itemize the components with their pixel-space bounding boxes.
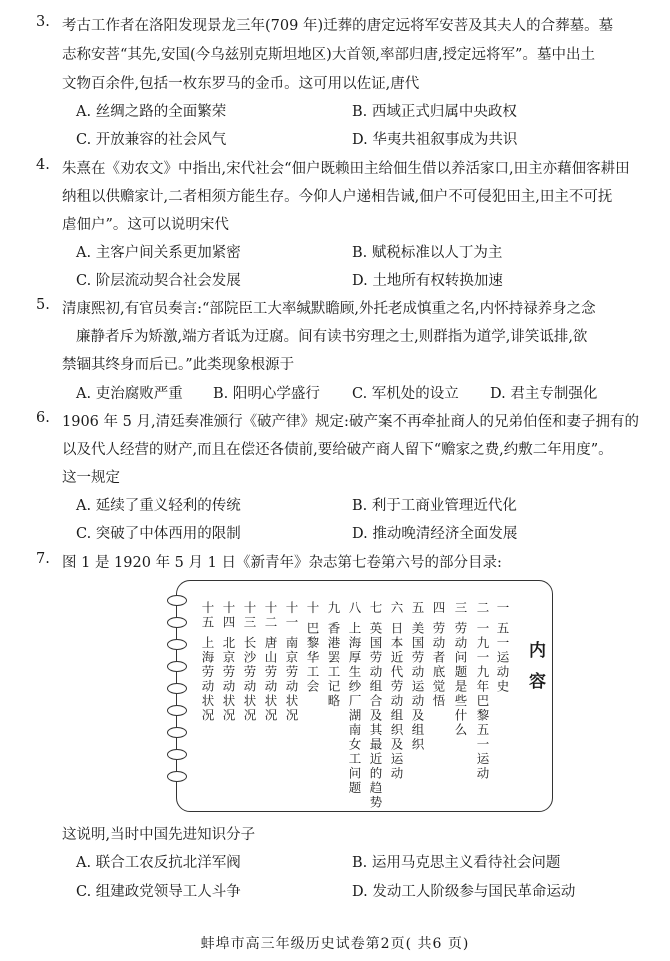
toc-entry-index: 十二 — [263, 601, 278, 630]
toc-entry — [284, 601, 298, 723]
toc-entry-text: 上海劳动状况 — [200, 635, 215, 723]
toc-entry-index: 九 — [326, 601, 341, 616]
toc-entry-text: 英国劳动组合及其最近的趋势 — [368, 621, 383, 810]
question-text-line: 1906 年 5 月,清廷奏准颁行《破产律》规定:破产案不再牵扯商人的兄弟伯侄和妻子拥有的 — [62, 414, 639, 430]
page-footer: 蚌埠市高三年级历史试卷第2页( 共6 页) — [200, 936, 470, 952]
question-text-line: 虐佃户”。这可以说明宋代 — [62, 217, 229, 233]
toc-entry-text: 上海厚生纱厂湖南女工问题 — [347, 621, 362, 796]
binder-ring-icon — [167, 727, 187, 738]
option-d[interactable]: D. 华夷共祖叙事成为共识 — [352, 132, 518, 148]
toc-entry-index: 三 — [453, 601, 468, 616]
question-text-line: 文物百余件,包括一枚东罗马的金币。这可用以佐证,唐代 — [62, 76, 420, 92]
toc-entry-text: 南京劳动状况 — [284, 635, 299, 723]
option-d[interactable]: D. 发动工人阶级参与国民革命运动 — [352, 884, 576, 900]
option-b[interactable]: B. 西域正式归属中央政权 — [352, 104, 517, 120]
question-text-line: 考古工作者在洛阳发现景龙三年(709 年)迁葬的唐定远将军安菩及其夫人的合葬墓。墓 — [62, 18, 614, 34]
binder-ring-icon — [167, 683, 187, 694]
option-c[interactable]: C. 开放兼容的社会风气 — [76, 132, 227, 148]
option-b[interactable]: B. 运用马克思主义看待社会问题 — [352, 855, 561, 871]
question-text-line: 志称安菩“其先,安国(今乌兹别克斯坦地区)大首领,率部归唐,授定远将军”。墓中出土 — [62, 47, 595, 63]
toc-notebook-figure — [176, 580, 553, 812]
option-c[interactable]: C. 军机处的设立 — [352, 386, 459, 402]
question-number: 6. — [36, 410, 50, 426]
binder-ring-icon — [167, 617, 187, 628]
toc-entry-text: 日本近代劳动组织及运动 — [389, 621, 404, 781]
question-text-line: 图 1 是 1920 年 5 月 1 日《新青年》杂志第七卷第六号的部分目录: — [62, 555, 502, 571]
option-d[interactable]: D. 君主专制强化 — [490, 386, 598, 402]
toc-entry — [495, 601, 509, 694]
binder-ring-icon — [167, 639, 187, 650]
option-c[interactable]: C. 突破了中体西用的限制 — [76, 526, 241, 542]
option-b[interactable]: B. 利于工商业管理近代化 — [352, 498, 517, 514]
toc-entry-text: 五一运动史 — [495, 621, 510, 694]
binder-ring-icon — [167, 661, 187, 672]
toc-entry — [326, 601, 340, 708]
toc-entry-index: 十五 — [200, 601, 215, 630]
question-text-line: 廉静者斥为矫激,端方者诋为迂腐。间有读书穷理之士,则群指为道学,诽笑诋排,欲 — [76, 329, 588, 345]
question-text-line: 这说明,当时中国先进知识分子 — [62, 827, 256, 843]
toc-entry — [431, 601, 445, 708]
toc-entry-index: 十三 — [242, 601, 257, 630]
toc-entry-index: 一 — [495, 601, 510, 616]
binder-ring-icon — [167, 595, 187, 606]
option-b[interactable]: B. 赋税标准以人丁为主 — [352, 245, 503, 261]
toc-entry — [221, 601, 235, 723]
toc-entry — [410, 601, 424, 752]
toc-entry — [389, 601, 403, 781]
toc-entry-index: 五 — [410, 601, 425, 616]
question-text-line: 这一规定 — [62, 470, 120, 486]
question-number: 7. — [36, 551, 50, 567]
toc-entry-text: 长沙劳动状况 — [242, 635, 257, 723]
question-number: 4. — [36, 157, 50, 173]
option-a[interactable]: A. 主客户间关系更加紧密 — [76, 245, 241, 261]
toc-entry-text: 香港罢工记略 — [326, 621, 341, 709]
toc-entry-text: 巴黎华工会 — [305, 621, 320, 694]
question-text-line: 禁锢其终身而后已。”此类现象根源于 — [62, 357, 295, 373]
toc-entry-index: 十四 — [221, 601, 236, 630]
toc-entry-index: 四 — [431, 601, 446, 616]
toc-entry-text: 美国劳动运动及组织 — [410, 621, 425, 752]
toc-entry — [475, 601, 489, 781]
option-d[interactable]: D. 土地所有权转换加速 — [352, 273, 503, 289]
binder-ring-icon — [167, 749, 187, 760]
toc-entry-index: 六 — [389, 601, 404, 616]
option-c[interactable]: C. 阶层流动契合社会发展 — [76, 273, 241, 289]
question-text-line: 朱熹在《劝农文》中指出,宋代社会“佃户既赖田主给佃生借以养活家口,田主亦藉佃客耕田 — [62, 161, 630, 177]
toc-entry — [453, 601, 467, 737]
option-a[interactable]: A. 吏治腐败严重 — [76, 386, 183, 402]
question-text-line: 纳租以供赡家计,二者相须方能生存。今仰人户递相告诫,佃户不可侵犯田主,田主不可抚 — [62, 189, 613, 205]
toc-entry-index: 十 — [305, 601, 320, 616]
question-number: 3. — [36, 14, 50, 30]
toc-entry-text: 一九一九年巴黎五一运动 — [475, 621, 490, 781]
toc-entry-index: 七 — [368, 601, 383, 616]
toc-entry — [305, 601, 319, 694]
toc-title: 内容 — [525, 641, 545, 703]
toc-entry — [368, 601, 382, 810]
option-a[interactable]: A. 联合工农反抗北洋军阀 — [76, 855, 241, 871]
binder-ring-icon — [167, 705, 187, 716]
toc-entry-index: 十一 — [284, 601, 299, 630]
toc-entry-text: 劳动者底觉悟 — [431, 621, 446, 709]
option-c[interactable]: C. 组建政党领导工人斗争 — [76, 884, 241, 900]
option-a[interactable]: A. 延续了重义轻利的传统 — [76, 498, 241, 514]
toc-entry-text: 劳动问题是些什么 — [453, 621, 468, 738]
toc-entry — [200, 601, 214, 723]
toc-entry — [347, 601, 361, 795]
toc-entry-text: 北京劳动状况 — [221, 635, 236, 723]
binder-ring-icon — [167, 771, 187, 782]
toc-entry-index: 八 — [347, 601, 362, 616]
toc-entry-index: 二 — [475, 601, 490, 616]
option-b[interactable]: B. 阳明心学盛行 — [213, 386, 320, 402]
toc-entry — [263, 601, 277, 723]
question-text-line: 清康熙初,有官员奏言:“部院臣工大率缄默瞻顾,外托老成慎重之名,内怀持禄养身之念 — [62, 301, 596, 317]
question-number: 5. — [36, 297, 50, 313]
toc-entry — [242, 601, 256, 723]
question-text-line: 以及代人经营的财产,而且在偿还各债前,要给破产商人留下“赡家之费,约敷二年用度”。 — [62, 442, 613, 458]
toc-entry-text: 唐山劳动状况 — [263, 635, 278, 723]
option-a[interactable]: A. 丝绸之路的全面繁荣 — [76, 104, 227, 120]
option-d[interactable]: D. 推动晚清经济全面发展 — [352, 526, 518, 542]
